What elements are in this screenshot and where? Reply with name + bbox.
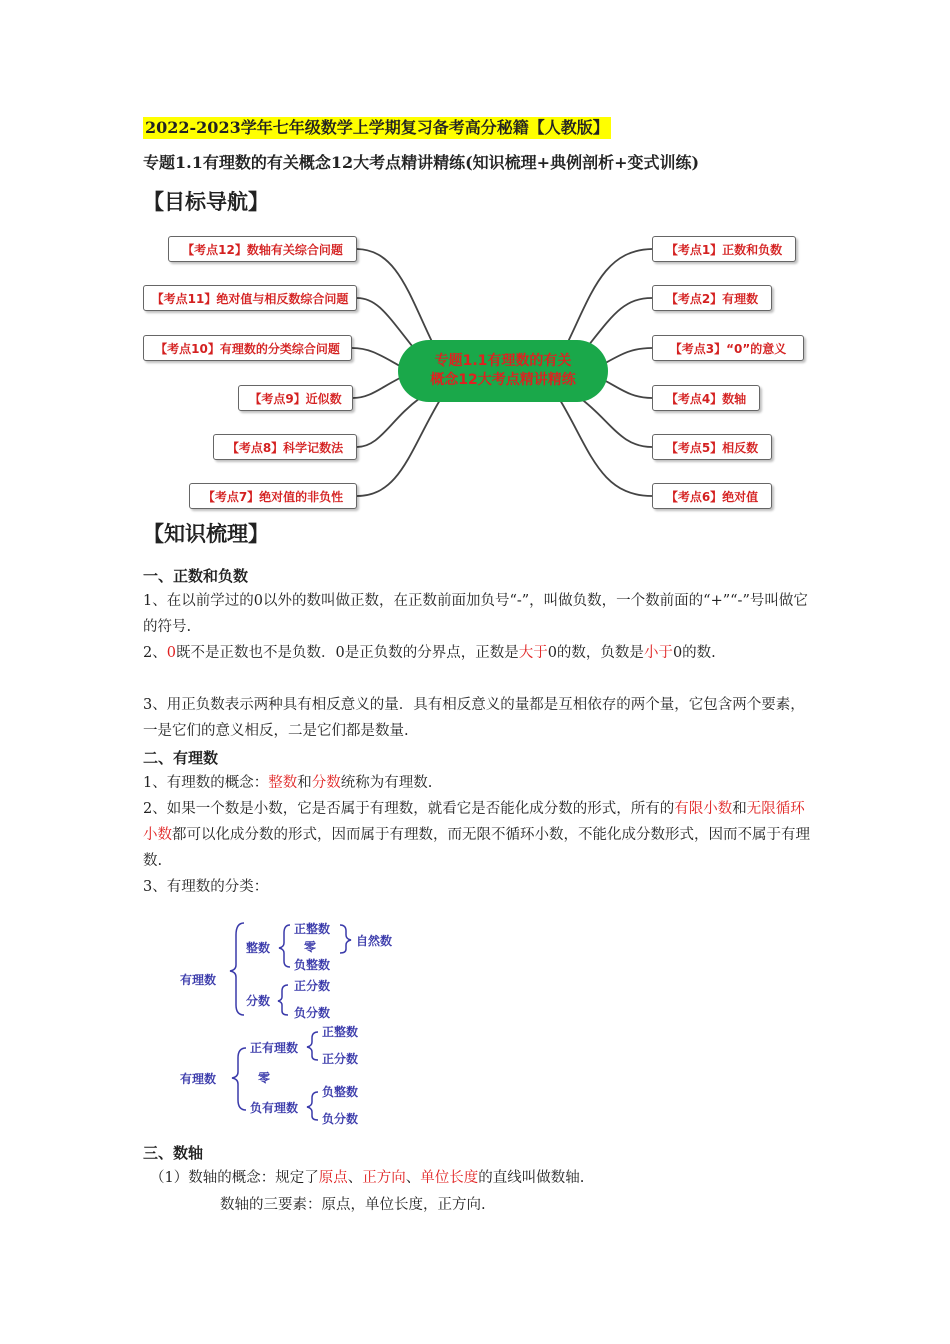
section-2-para-1: 1、有理数的概念：整数和分数统称为有理数. [143, 775, 433, 791]
mindmap-node-4: 【考点4】数轴 [652, 385, 760, 411]
connector-l10 [352, 348, 400, 366]
tree1-frac: 分数 [246, 994, 271, 1008]
tree1-neg-frac: 负分数 [294, 1006, 331, 1020]
connector-l9 [353, 378, 400, 398]
tree2-root: 有理数 [180, 1072, 217, 1086]
section-2-para-2: 2、如果一个数是小数，它是否属于有理数，就看它是否能化成分数的形式，所有的有限小数和无限循环小数都可以化成分数的形式，因而属于有理数，而无限不循环小数，不能化成分数形式，因而不属于有理数. [143, 801, 810, 869]
mindmap-node-12: 【考点12】数轴有关综合问题 [168, 236, 357, 262]
section-1-para-1: 1、在以前学过的0以外的数叫做正数，在正数前面加负号“-”，叫做负数，一个数前面的“+”“-”号叫做它的符号. [143, 593, 808, 635]
tree1-natural: 自然数 [356, 934, 393, 948]
tree1-natural-brace [340, 925, 351, 953]
section-1-para-2: 2、0既不是正数也不是负数．0是正负数的分界点，正数是大于0的数，负数是小于0的数. [143, 645, 716, 661]
document-subtitle: 专题1.1有理数的有关概念12大考点精讲精练(知识梳理+典例剖析+变式训练) [143, 153, 700, 172]
mindmap-node-2: 【考点2】有理数 [652, 285, 772, 311]
section-3-para-2: 数轴的三要素：原点，单位长度，正方向. [220, 1197, 486, 1213]
mindmap-node-3: 【考点3】“0”的意义 [652, 335, 804, 361]
classification-tree-1 [170, 915, 420, 1025]
tree2-neg-brace [307, 1092, 318, 1120]
connector-r5 [580, 398, 652, 447]
mindmap-node-7: 【考点7】绝对值的非负性 [189, 483, 357, 509]
section-1-para-3: 3、用正负数表示两种具有相反意义的量．具有相反意义的量都是互相依存的两个量，它包含两个要素，一是它们的意义相反，二是它们都是数量. [143, 697, 805, 739]
tree2-neg-frac: 负分数 [322, 1112, 359, 1126]
tree2-pos-frac: 正分数 [322, 1052, 359, 1066]
tree1-neg-int: 负整数 [294, 958, 331, 972]
knowledge-heading: 【知识梳理】 [143, 521, 269, 546]
mindmap-connectors [0, 0, 950, 540]
mindmap-center-line1: 专题1.1有理数的有关 [434, 353, 572, 369]
section-3-title: 三、数轴 [143, 1144, 204, 1162]
tree2-neg-rat: 负有理数 [250, 1101, 299, 1115]
tree2-pos-rat: 正有理数 [250, 1041, 299, 1055]
tree1-pos-frac: 正分数 [294, 979, 331, 993]
mindmap-node-5: 【考点5】相反数 [652, 434, 772, 460]
tree1-root: 有理数 [180, 973, 217, 987]
tree2-zero: 零 [258, 1071, 271, 1085]
connector-r6 [560, 400, 652, 496]
section-2-para-3: 3、有理数的分类： [143, 879, 269, 895]
section-2-title: 二、有理数 [143, 749, 219, 767]
mindmap-node-10: 【考点10】有理数的分类综合问题 [143, 335, 352, 361]
mindmap-center [398, 340, 608, 402]
document-title: 2022-2023学年七年级数学上学期复习备考高分秘籍【人教版】 [145, 118, 609, 137]
section-3-para-1: （1）数轴的概念：规定了原点、正方向、单位长度的直线叫做数轴. [150, 1170, 585, 1186]
mindmap-node-8: 【考点8】科学记数法 [213, 434, 357, 460]
tree1-frac-brace [278, 985, 288, 1015]
nav-heading: 【目标导航】 [143, 189, 269, 214]
tree1-int-brace [279, 925, 290, 967]
mindmap-node-11: 【考点11】绝对值与相反数综合问题 [143, 285, 357, 311]
connector-l7 [357, 400, 440, 496]
mindmap-node-9: 【考点9】近似数 [238, 385, 353, 411]
section-1-title: 一、正数和负数 [143, 567, 249, 585]
classification-tree-2 [170, 1020, 420, 1132]
tree2-neg-int: 负整数 [322, 1085, 359, 1099]
connector-l8 [357, 398, 420, 447]
tree2-pos-brace [307, 1032, 318, 1060]
tree2-pos-int: 正整数 [322, 1025, 359, 1039]
mindmap-node-6: 【考点6】绝对值 [652, 483, 772, 509]
tree2-main-brace [232, 1048, 246, 1110]
tree1-main-brace [230, 923, 244, 1015]
mindmap-center-line2: 概念12大考点精讲精练 [430, 372, 576, 388]
tree1-int: 整数 [246, 941, 271, 955]
mindmap-node-1: 【考点1】正数和负数 [652, 236, 796, 262]
tree1-pos-int: 正整数 [294, 922, 331, 936]
tree1-zero: 零 [304, 940, 317, 954]
